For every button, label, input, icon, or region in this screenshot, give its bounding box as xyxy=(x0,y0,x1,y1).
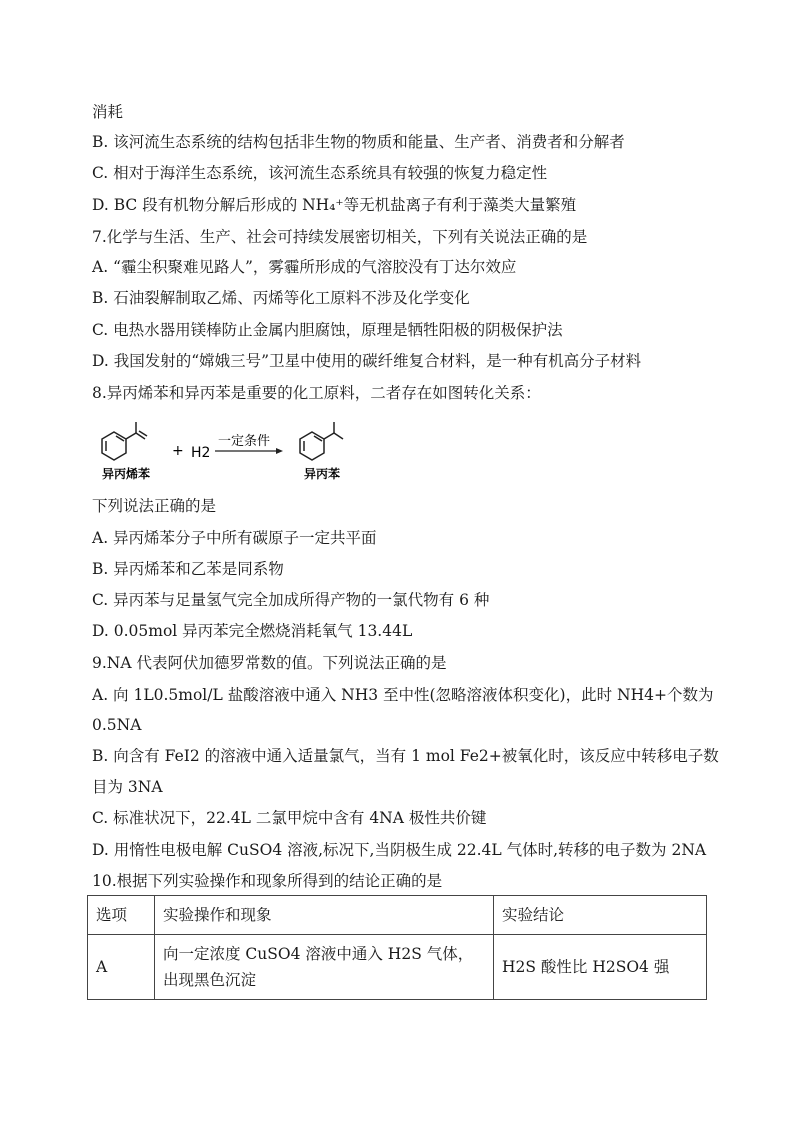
text-line: B. 石油裂解制取乙烯、丙烯等化工原料不涉及化学变化 xyxy=(92,289,470,307)
table-header-cell: 实验结论 xyxy=(494,896,707,935)
table-header-cell: 选项 xyxy=(88,896,155,935)
question-8-stem: 8.异丙烯苯和异丙苯是重要的化工原料，二者存在如图转化关系： xyxy=(92,384,541,402)
text-line: 目为 3NA xyxy=(92,778,163,796)
text-line: A. 异丙烯苯分子中所有碳原子一定共平面 xyxy=(92,529,377,547)
text-line: D. BC 段有机物分解后形成的 NH₄⁺等无机盐离子有利于藻类大量繁殖 xyxy=(92,196,577,214)
text-line: C. 相对于海洋生态系统，该河流生态系统具有较强的恢复力稳定性 xyxy=(92,164,548,182)
reaction-scheme xyxy=(98,418,358,488)
text-line: 下列说法正确的是 xyxy=(92,497,217,515)
text-line: 0.5NA xyxy=(92,716,142,734)
text-line: C. 标准状况下，22.4L 二氯甲烷中含有 4NA 极性共价键 xyxy=(92,809,487,827)
question-10-stem: 10.根据下列实验操作和现象所得到的结论正确的是 xyxy=(92,872,443,890)
text-line: C. 电热水器用镁棒防止金属内胆腐蚀，原理是牺牲阳极的阴极保护法 xyxy=(92,321,563,339)
text-line: D. 用惰性电极电解 CuSO4 溶液,标况下,当阴极生成 22.4L 气体时,转移的电子数为 2NA xyxy=(92,841,707,859)
reagent-label: H2 xyxy=(191,445,211,461)
plus-sign: + xyxy=(172,443,184,459)
text-line: B. 异丙烯苯和乙苯是同系物 xyxy=(92,560,284,578)
text-line: D. 我国发射的“嫦娥三号”卫星中使用的碳纤维复合材料，是一种有机高分子材料 xyxy=(92,352,642,370)
table-cell: H2S 酸性比 H2SO4 强 xyxy=(494,935,707,1000)
experiment-table xyxy=(87,895,707,1000)
text-line: B. 该河流生态系统的结构包括非生物的物质和能量、生产者、消费者和分解者 xyxy=(92,133,625,151)
table-header-cell: 实验操作和现象 xyxy=(155,896,494,935)
question-9-stem: 9.NA 代表阿伏加德罗常数的值。下列说法正确的是 xyxy=(92,654,447,672)
text-line: B. 向含有 FeI2 的溶液中通入适量氯气，当有 1 mol Fe2+被氧化时，该反应中转移电子数 xyxy=(92,747,719,765)
text-line: 消耗 xyxy=(92,103,124,121)
table-cell: A xyxy=(88,935,155,1000)
table-row xyxy=(88,935,707,1000)
question-7-stem: 7.化学与生活、生产、社会可持续发展密切相关，下列有关说法正确的是 xyxy=(92,228,588,246)
reaction-scheme-drawing xyxy=(98,418,358,488)
text-line: A. 向 1L0.5mol/L 盐酸溶液中通入 NH3 至中性(忽略溶液体积变化)，此时 NH4+个数为 xyxy=(92,686,714,704)
condition-label: 一定条件 xyxy=(218,434,271,449)
text-line: A. “霾尘积聚难见路人”，雾霾所形成的气溶胶没有丁达尔效应 xyxy=(92,258,517,276)
isopropenylbenzene-structure xyxy=(102,422,147,460)
table-cell: 向一定浓度 CuSO4 溶液中通入 H2S 气体，出现黑色沉淀 xyxy=(155,935,494,1000)
isopropylbenzene-structure xyxy=(300,422,343,460)
reactant-label: 异丙烯苯 xyxy=(102,467,151,481)
table-header-row xyxy=(88,896,707,935)
text-line: D. 0.05mol 异丙苯完全燃烧消耗氧气 13.44L xyxy=(92,622,413,640)
product-label: 异丙苯 xyxy=(304,467,341,481)
text-line: C. 异丙苯与足量氢气完全加成所得产物的一氯代物有 6 种 xyxy=(92,591,490,609)
